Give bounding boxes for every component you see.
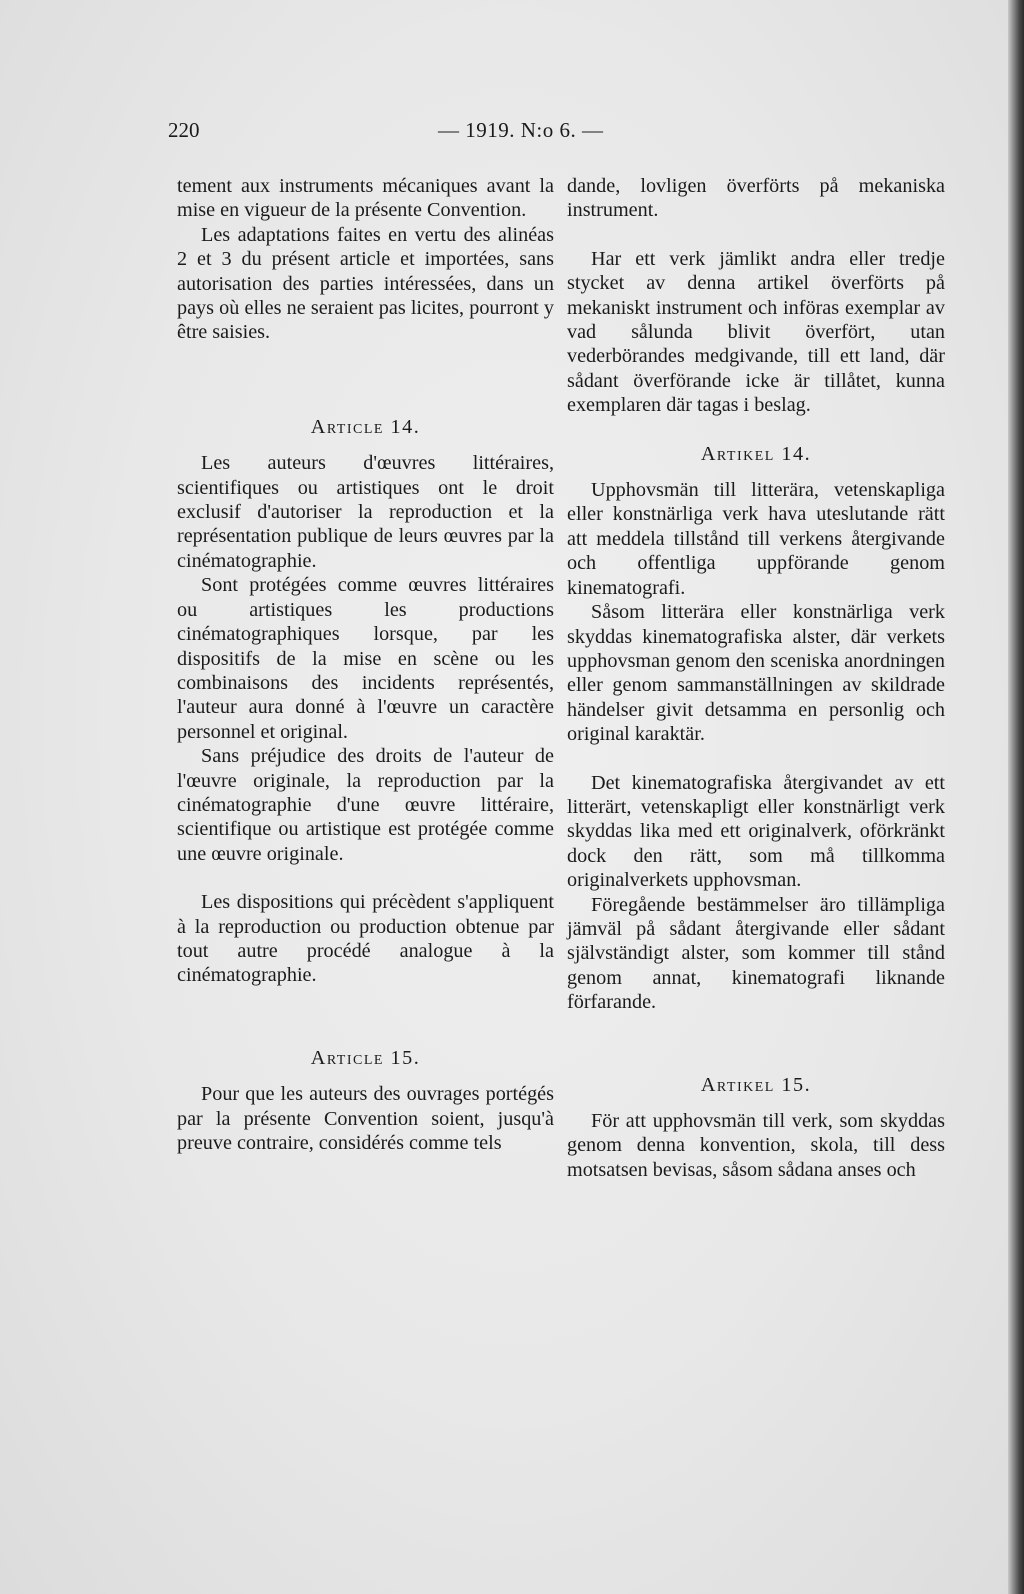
running-head: — 1919. N:o 6. — [438, 118, 604, 142]
french-paragraph-adaptations: Les adaptations faites en vertu des alinéas 2 et 3 du présent article et importées, sans autorisation des parties intéressées, dans un pays où elles ne seraient pas licites, pourront y être saisies. [177, 223, 554, 344]
french-article-14-paragraph-4: Les dispositions qui précèdent s'appliquent à la reproduction ou production obtenue par tout autre procédé analogue à la cinématographie. [177, 891, 554, 987]
french-article-14-paragraph-2: Sont protégées comme œuvres littéraires ou artistiques les productions cinématographiques lorsque, par les dispositifs de la mise en scène ou les combinaisons des incidents représentés, l'auteur aura donné à l'œuvre un caractère personnel et original. [177, 574, 554, 743]
page-header [168, 118, 958, 148]
swedish-article-14-paragraph-2: Såsom litterära eller konstnärliga verk skyddas kinematografiska alster, där verkets upphovsman genom den sceniska anordningen eller genom sammanställningen av skildrade händelser givit detsamma en personlig och original karaktär. [567, 601, 945, 746]
french-article-15-heading: Article 15. [310, 1046, 421, 1069]
french-article-14-paragraph-1: Les auteurs d'œuvres littéraires, scientifiques ou artistiques ont le droit exclusif d'autoriser la reproduction et la représentation publique de leurs œuvres par la cinématographie. [177, 452, 554, 572]
swedish-article-14-heading: Artikel 14. [700, 442, 812, 465]
swedish-article-14-paragraph-4: Föregående bestämmelser äro tillämpliga jämväl på sådant återgivande eller sådant självständigt alster, som kommer till stånd genom annat, kinematografi liknande förfarande. [567, 893, 945, 1014]
swedish-paragraph-instrument: Har ett verk jämlikt andra eller tredje stycket av denna artikel överförts på mekaniskt instrument och införas exemplar av vad sålunda blivit överfört, utan vederbörandes medgivande, till ett land, där sådant överförande icke är tillåtet, kunna exemplaren där tagas i beslag. [567, 247, 945, 417]
french-article-14-heading: Article 14. [310, 415, 421, 438]
swedish-column [567, 174, 945, 1182]
scan-page-edge [1008, 0, 1024, 1594]
french-article-15-paragraph-1: Pour que les auteurs des ouvrages portégés par la présente Convention soient, jusqu'à preuve contraire, considérés comme tels [177, 1083, 554, 1154]
swedish-article-14-paragraph-3: Det kinematografiska återgivandet av ett litterärt, vetenskapligt eller konstnärligt verk skyddas lika med ett originalverk, oförkränkt dock den rätt, som må tillkomma originalverkets upphovsman. [567, 771, 945, 892]
swedish-article-14-paragraph-1: Upphovsmän till litterära, vetenskapliga eller konstnärliga verk hava uteslutande rätt att meddela tillstånd till verkens återgivande och offentliga uppförande genom kinematografi. [567, 479, 945, 599]
french-article-14-paragraph-3: Sans préjudice des droits de l'auteur de l'œuvre originale, la reproduction par la cinématographie d'une œuvre littéraire, scientifique ou artistique est protégée comme une œuvre originale. [177, 745, 554, 865]
page-number: 220 [168, 118, 200, 142]
french-paragraph-continuation: tement aux instruments mécaniques avant la mise en vigueur de la présente Convention. [177, 175, 554, 222]
french-column [177, 174, 554, 1155]
swedish-article-15-heading: Artikel 15. [700, 1073, 812, 1096]
swedish-article-15-paragraph-1: För att upphovsmän till verk, som skyddas genom denna konvention, skola, till dess motsatsen bevisas, såsom sådana anses och [567, 1110, 945, 1181]
swedish-paragraph-continuation: dande, lovligen överförts på mekaniska instrument. [567, 175, 945, 222]
